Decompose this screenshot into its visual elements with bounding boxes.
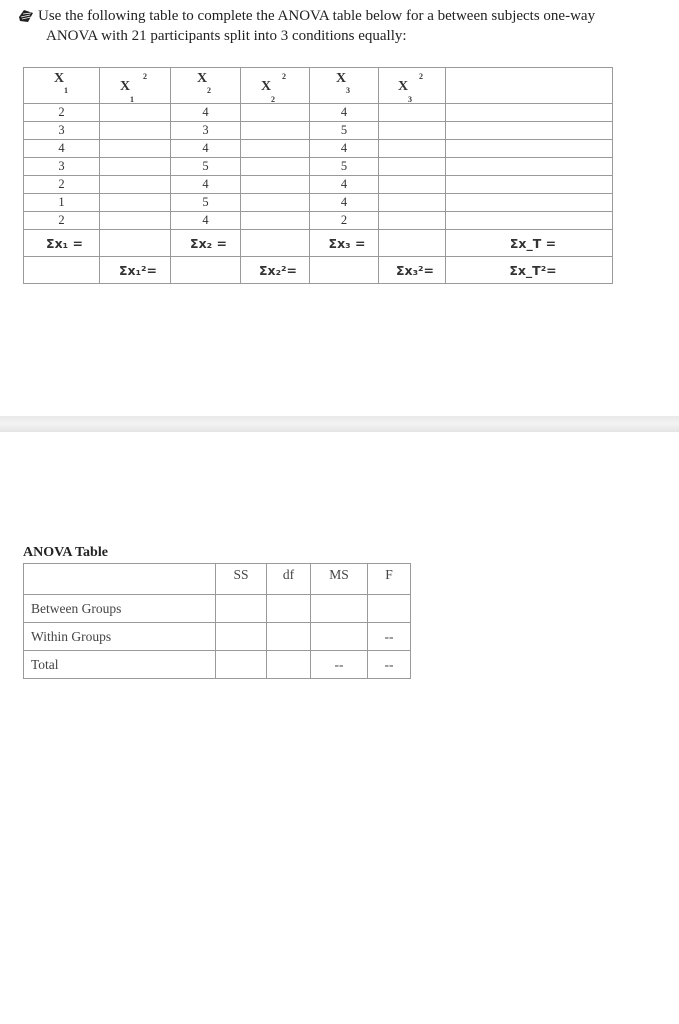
cell-x3-squared [379,212,446,230]
cell-x1-squared [100,140,171,158]
cell-x2: 5 [171,194,241,212]
cell-x2-squared [241,158,310,176]
cell-x3-squared [379,176,446,194]
cell-extra [446,140,613,158]
cell-x3: 4 [310,194,379,212]
anova-header-blank [24,564,216,595]
sum-x2-squared-empty [241,230,310,257]
header-x1-squared: X 1 2 [100,68,171,104]
sum-x3-squared-label: Σx₃²= [379,257,446,284]
anova-row-label: Total [24,651,216,679]
cell-x1: 3 [24,158,100,176]
anova-col-f: F [368,564,411,595]
anova-cell-df [267,595,311,623]
cell-x1: 2 [24,176,100,194]
cell-x1-squared [100,122,171,140]
header-row [24,68,613,104]
anova-cell-ms [311,595,368,623]
cell-x2: 5 [171,158,241,176]
cell-x2-squared [241,104,310,122]
header-x1: X 1 [24,68,100,104]
anova-table [23,563,411,679]
cell-x2-squared [241,140,310,158]
cell-x3: 2 [310,212,379,230]
instructions-line-2: ANOVA with 21 participants split into 3 conditions equally: [46,28,407,44]
header-empty [446,68,613,104]
anova-row-between [24,595,411,623]
cell-x3: 4 [310,104,379,122]
anova-row-total [24,651,411,679]
sum-x1-squared-empty [100,230,171,257]
cell-x1: 2 [24,104,100,122]
cell-x1: 2 [24,212,100,230]
cell-extra [446,122,613,140]
anova-row-label: Within Groups [24,623,216,651]
pencil-bullet-icon [18,9,34,23]
sum-x3-label: Σx₃ = [310,230,379,257]
sum-sq-x1-empty [24,257,100,284]
anova-cell-ss [216,623,267,651]
cell-x2: 3 [171,122,241,140]
cell-x2-squared [241,176,310,194]
anova-cell-f [368,595,411,623]
table-row [24,194,613,212]
anova-col-ms: MS [311,564,368,595]
sum-x1-squared-label: Σx₁²= [100,257,171,284]
cell-x3-squared [379,140,446,158]
anova-cell-df [267,651,311,679]
cell-x2: 4 [171,140,241,158]
cell-extra [446,212,613,230]
header-x2-squared: X 2 2 [241,68,310,104]
cell-x1-squared [100,158,171,176]
cell-x3-squared [379,158,446,176]
cell-x2: 4 [171,212,241,230]
cell-extra [446,104,613,122]
anova-row-within [24,623,411,651]
cell-x3-squared [379,104,446,122]
sum-row [24,230,613,257]
cell-x2-squared [241,122,310,140]
anova-cell-df [267,623,311,651]
sum-x3-squared-empty [379,230,446,257]
anova-cell-ms [311,623,368,651]
anova-col-ss: SS [216,564,267,595]
sum-xt-label: Σx_T = [446,230,613,257]
table-row [24,212,613,230]
table-row [24,104,613,122]
table-row [24,176,613,194]
cell-extra [446,176,613,194]
header-x3: X 3 [310,68,379,104]
table-row [24,158,613,176]
sum-xt-squared-label: Σx_T²= [446,257,613,284]
cell-x1: 3 [24,122,100,140]
sum-sq-x2-empty [171,257,241,284]
anova-table-title: ANOVA Table [23,545,108,560]
sum-squared-row [24,257,613,284]
page-divider [0,416,679,432]
cell-x1: 4 [24,140,100,158]
cell-extra [446,194,613,212]
cell-extra [446,158,613,176]
cell-x2: 4 [171,104,241,122]
anova-cell-ms: -- [311,651,368,679]
data-table [23,67,613,284]
sum-x2-squared-label: Σx₂²= [241,257,310,284]
anova-header-row [24,564,411,595]
table-row [24,122,613,140]
cell-x3: 5 [310,158,379,176]
cell-x2-squared [241,194,310,212]
cell-x3: 4 [310,140,379,158]
anova-cell-f: -- [368,623,411,651]
header-x3-squared: X 3 2 [379,68,446,104]
anova-row-label: Between Groups [24,595,216,623]
cell-x3: 4 [310,176,379,194]
header-x2: X 2 [171,68,241,104]
cell-x1-squared [100,176,171,194]
anova-col-df: df [267,564,311,595]
cell-x1-squared [100,194,171,212]
cell-x1-squared [100,212,171,230]
cell-x1: 1 [24,194,100,212]
table-row [24,140,613,158]
sum-x2-label: Σx₂ = [171,230,241,257]
instructions-line-1: Use the following table to complete the ANOVA table below for a between subjects one-way [38,8,596,24]
cell-x3: 5 [310,122,379,140]
cell-x3-squared [379,194,446,212]
anova-cell-f: -- [368,651,411,679]
cell-x2: 4 [171,176,241,194]
sum-x1-label: Σx₁ = [24,230,100,257]
sum-sq-x3-empty [310,257,379,284]
cell-x3-squared [379,122,446,140]
cell-x1-squared [100,104,171,122]
cell-x2-squared [241,212,310,230]
anova-cell-ss [216,651,267,679]
anova-cell-ss [216,595,267,623]
